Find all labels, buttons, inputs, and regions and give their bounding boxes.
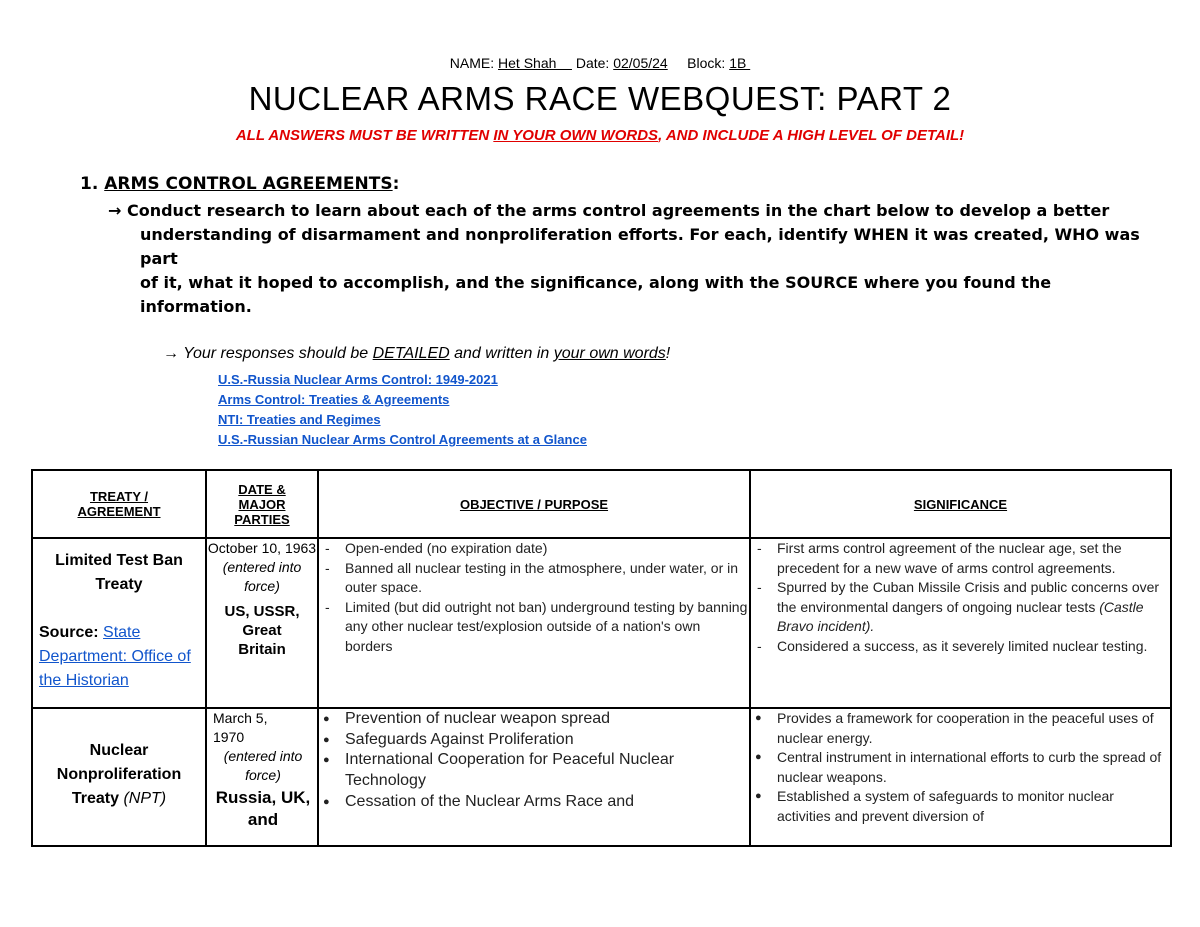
name-label: NAME:: [449, 55, 495, 71]
list-item: ● International Cooperation for Peaceful Nuclear Technology: [319, 750, 749, 791]
responses-note: [163, 345, 670, 363]
header-treaty: [32, 470, 206, 538]
header-objective: OBJECTIVE / PURPOSE: [318, 470, 750, 538]
list-item: ● Established a system of safeguards to monitor nuclear activities and prevent diversion of: [751, 787, 1170, 826]
date-value: March 5, 1970: [213, 710, 268, 745]
section-number: 1.: [80, 174, 99, 194]
date-label: Date:: [575, 55, 610, 71]
section-title: ARMS CONTROL AGREEMENTS: [104, 174, 393, 194]
section-heading: [80, 174, 399, 194]
source-text: [33, 621, 205, 693]
header-treaty-label: TREATY / AGREEMENT: [77, 489, 161, 519]
list-item-italic: (Castle Bravo incident).: [777, 598, 1144, 634]
source-label: Source: [39, 624, 94, 641]
list-item: - Limited (but did outright not ban) underground testing by banning any other nuclear test/explosion outside of a nation's own borders: [319, 598, 749, 657]
list-item: [751, 578, 1170, 637]
list-item: ● Provides a framework for cooperation in the peaceful uses of nuclear energy.: [751, 709, 1170, 748]
list-item: - Considered a success, as it severely limited nuclear testing.: [751, 637, 1170, 657]
responses-part-e: !: [665, 345, 671, 362]
date-note: (entered into force): [223, 748, 303, 783]
link-arms-control-treaties[interactable]: Arms Control: Treaties & Agreements: [218, 392, 450, 407]
list-item: - Open-ended (no expiration date): [319, 539, 749, 559]
warning-part-1: ALL ANSWERS MUST BE WRITTEN: [235, 127, 494, 144]
treaty-table: [31, 469, 1172, 847]
list-item: ● Central instrument in international efforts to curb the spread of nuclear weapons.: [751, 748, 1170, 787]
significance-cell: [750, 708, 1171, 846]
header-date: [206, 470, 318, 538]
objective-cell: [318, 708, 750, 846]
treaty-name: [33, 739, 205, 811]
objective-list: [319, 709, 749, 813]
block-value: 1B: [729, 55, 751, 71]
table-row: [32, 708, 1171, 846]
table-header-row: [32, 470, 1171, 538]
instruction-line-3: of it, what it hoped to accomplish, and the significance, along with the SOURCE where you found the information.: [140, 273, 1052, 316]
treaty-name: Limited Test Ban Treaty: [55, 552, 183, 593]
table-row: [32, 538, 1171, 708]
parties: Russia, UK, and: [215, 788, 311, 829]
responses-part-b: DETAILED: [372, 345, 450, 362]
date-cell: [206, 708, 318, 846]
list-item: ● Prevention of nuclear weapon spread: [319, 709, 749, 730]
treaty-name-text: Nuclear Nonproliferation Treaty: [56, 742, 182, 807]
instructions: [108, 199, 1158, 319]
instruction-line-2: understanding of disarmament and nonproliferation efforts. For each, identify WHEN it was created, WHO was part: [140, 225, 1140, 268]
instruction-line-1: → Conduct research to learn about each of the arms control agreements in the chart below to develop a better: [108, 201, 1110, 220]
resource-links: [218, 370, 587, 450]
treaty-abbr: (NPT): [123, 790, 167, 807]
responses-part-a: → Your responses should be: [163, 345, 373, 362]
significance-list: [751, 709, 1170, 826]
objective-cell: [318, 538, 750, 708]
date-value: 02/05/24: [613, 55, 668, 71]
page-title: NUCLEAR ARMS RACE WEBQUEST: PART 2: [248, 80, 952, 117]
significance-cell: [750, 538, 1171, 708]
list-item-text: Spurred by the Cuban Missile Crisis and public concerns over the environmental dangers of ongoing nuclear tests: [777, 579, 1160, 615]
list-item: ● Cessation of the Nuclear Arms Race and: [319, 792, 749, 813]
warning-text: [0, 127, 1200, 144]
section-colon: :: [392, 174, 400, 194]
date-cell: [206, 538, 318, 708]
date-value: October 10, 1963: [207, 540, 317, 556]
header-date-label: DATE & MAJOR PARTIES: [234, 481, 290, 527]
source-link[interactable]: State Department: Office of the Historian: [39, 624, 191, 689]
parties: US, USSR, Great Britain: [224, 603, 300, 658]
name-value: Het Shah: [498, 55, 572, 71]
header-significance: SIGNIFICANCE: [750, 470, 1171, 538]
objective-list: [319, 539, 749, 656]
warning-part-2: IN YOUR OWN WORDS: [493, 127, 659, 144]
date-note: (entered into force): [222, 559, 302, 594]
link-nti-treaties[interactable]: NTI: Treaties and Regimes: [218, 412, 381, 427]
block-label: Block:: [687, 55, 726, 71]
responses-part-c: and written in: [449, 345, 554, 362]
list-item: - First arms control agreement of the nuclear age, set the precedent for a new wave of arms control agreements.: [751, 539, 1170, 578]
warning-part-3: , AND INCLUDE A HIGH LEVEL OF DETAIL!: [658, 127, 965, 144]
link-agreements-at-a-glance[interactable]: U.S.-Russian Nuclear Arms Control Agreements at a Glance: [218, 432, 587, 447]
source-colon: :: [93, 624, 104, 641]
link-us-russia-arms-control[interactable]: U.S.-Russia Nuclear Arms Control: 1949-2021: [218, 372, 498, 387]
significance-list: [751, 539, 1170, 656]
treaty-cell: [32, 538, 206, 708]
responses-part-d: your own words: [553, 345, 666, 362]
student-info-line: [0, 55, 1200, 71]
list-item: ● Safeguards Against Proliferation: [319, 730, 749, 751]
treaty-cell: [32, 708, 206, 846]
list-item: - Banned all nuclear testing in the atmosphere, under water, or in outer space.: [319, 559, 749, 598]
